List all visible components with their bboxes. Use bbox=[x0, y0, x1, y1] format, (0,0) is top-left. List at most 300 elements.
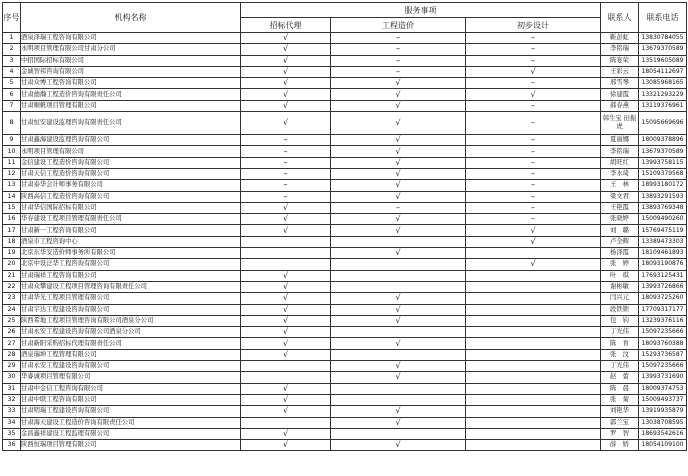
service-design-mark bbox=[466, 214, 601, 225]
check-mark: √ bbox=[282, 270, 289, 280]
row-number: 26 bbox=[3, 327, 21, 338]
contact-person: 赵 蕾 bbox=[601, 372, 639, 383]
contact-phone: 15109379568 bbox=[639, 168, 687, 179]
table-row bbox=[3, 168, 687, 179]
check-mark: √ bbox=[282, 406, 289, 416]
service-design-mark bbox=[466, 383, 601, 394]
row-number: 6 bbox=[3, 89, 21, 100]
contact-phone: 18009374753 bbox=[639, 383, 687, 394]
row-number: 4 bbox=[3, 66, 21, 77]
agency-name: 甘肃华信国际招标有限公司 bbox=[21, 202, 241, 213]
dash-mark: – bbox=[396, 67, 400, 77]
service-bidding-mark bbox=[241, 100, 331, 111]
service-bidding-mark bbox=[241, 361, 331, 372]
service-design-mark bbox=[466, 372, 601, 383]
service-design-mark bbox=[466, 327, 601, 338]
table-row bbox=[3, 349, 687, 360]
service-bidding-mark bbox=[241, 259, 331, 270]
agency-name: 酒泉瑞坤工程管理有限公司 bbox=[21, 349, 241, 360]
service-bidding-mark bbox=[241, 180, 331, 191]
row-number: 5 bbox=[3, 78, 21, 89]
table-row bbox=[3, 281, 687, 292]
contact-person: 陈 育 bbox=[601, 338, 639, 349]
agency-name: 酒泉泽瑞工程咨询有限公司 bbox=[21, 33, 241, 44]
contact-phone: 18693542616 bbox=[639, 428, 687, 439]
agency-name: 华睿诚项目管理有限公司 bbox=[21, 372, 241, 383]
dash-mark: – bbox=[531, 146, 535, 156]
row-number: 14 bbox=[3, 191, 21, 202]
contact-person: 梁文君 bbox=[601, 191, 639, 202]
row-number: 12 bbox=[3, 168, 21, 179]
row-number: 27 bbox=[3, 338, 21, 349]
contact-phone: 13085968165 bbox=[639, 78, 687, 89]
contact-phone: 15097235666 bbox=[639, 361, 687, 372]
dash-mark: – bbox=[396, 55, 400, 65]
row-number: 11 bbox=[3, 157, 21, 168]
dash-mark: – bbox=[283, 169, 288, 179]
service-costing-mark bbox=[331, 338, 466, 349]
check-mark: √ bbox=[282, 440, 289, 450]
contact-person: 包 钧 bbox=[601, 315, 639, 326]
service-costing-mark bbox=[331, 440, 466, 451]
check-mark: √ bbox=[282, 327, 289, 337]
check-mark: √ bbox=[395, 214, 401, 224]
table-row bbox=[3, 146, 687, 157]
contact-phone: 13679370589 bbox=[639, 146, 687, 157]
header-services-group: 服务事项 bbox=[241, 3, 601, 18]
contact-phone: 18109461893 bbox=[639, 248, 687, 259]
agency-name: 甘肃华光工程项目管理有限公司 bbox=[21, 293, 241, 304]
dash-mark: – bbox=[531, 118, 535, 128]
service-bidding-mark bbox=[241, 304, 331, 315]
service-bidding-mark bbox=[241, 372, 331, 383]
contact-person: 王彩云 bbox=[601, 66, 639, 77]
service-costing-mark bbox=[331, 236, 466, 247]
table-row bbox=[3, 394, 687, 405]
row-number: 1 bbox=[3, 33, 21, 44]
service-bidding-mark bbox=[241, 168, 331, 179]
table-row bbox=[3, 293, 687, 304]
service-costing-mark bbox=[331, 372, 466, 383]
service-design-mark bbox=[466, 112, 601, 135]
contact-phone: 13993731690 bbox=[639, 372, 687, 383]
agency-name: 陕西高信工程造价咨询有限公司 bbox=[21, 191, 241, 202]
service-costing-mark bbox=[331, 168, 466, 179]
service-design-mark bbox=[466, 89, 601, 100]
row-number: 35 bbox=[3, 428, 21, 439]
check-mark: √ bbox=[395, 304, 401, 314]
dash-mark: – bbox=[531, 33, 535, 43]
row-number: 15 bbox=[3, 202, 21, 213]
table-row bbox=[3, 191, 687, 202]
contact-phone: 13239376116 bbox=[639, 315, 687, 326]
service-bidding-mark bbox=[241, 135, 331, 146]
service-design-mark bbox=[466, 135, 601, 146]
check-mark: √ bbox=[395, 440, 401, 450]
row-number: 10 bbox=[3, 146, 21, 157]
service-bidding-mark bbox=[241, 112, 331, 135]
contact-phone: 13830784055 bbox=[639, 33, 687, 44]
contact-person: 夏丽娜 bbox=[601, 135, 639, 146]
table-row bbox=[3, 180, 687, 191]
row-number: 18 bbox=[3, 236, 21, 247]
row-number: 9 bbox=[3, 135, 21, 146]
contact-person: 丁光伟 bbox=[601, 361, 639, 372]
service-costing-mark bbox=[331, 281, 466, 292]
service-design-mark bbox=[466, 225, 601, 236]
agency-name: 金昌鑫祥建设工程监理有限公司 bbox=[21, 428, 241, 439]
contact-person: 王艳霞 bbox=[601, 202, 639, 213]
check-mark: √ bbox=[395, 157, 401, 167]
agency-name: 甘肃新阳采购招标代理有限责任公司 bbox=[21, 338, 241, 349]
service-bidding-mark bbox=[241, 44, 331, 55]
check-mark: √ bbox=[395, 406, 401, 416]
row-number: 28 bbox=[3, 349, 21, 360]
agency-name: 金信建设工程造价咨询有限公司 bbox=[21, 157, 241, 168]
row-number: 17 bbox=[3, 225, 21, 236]
agency-name: 华春建设工程项目管理有限责任公司 bbox=[21, 214, 241, 225]
row-number: 2 bbox=[3, 44, 21, 55]
check-mark: √ bbox=[395, 372, 401, 382]
contact-phone: 18993180172 bbox=[639, 180, 687, 191]
service-bidding-mark bbox=[241, 270, 331, 281]
service-costing-mark bbox=[331, 383, 466, 394]
check-mark: √ bbox=[395, 118, 401, 128]
table-row bbox=[3, 157, 687, 168]
agency-name: 甘肃永安工程建设咨询有限公司 bbox=[21, 361, 241, 372]
table-row bbox=[3, 33, 687, 44]
service-design-mark bbox=[466, 394, 601, 405]
table-row bbox=[3, 383, 687, 394]
contact-phone: 15293736587 bbox=[639, 349, 687, 360]
contact-person: 叶 琪 bbox=[601, 270, 639, 281]
check-mark: √ bbox=[395, 293, 401, 303]
row-number: 8 bbox=[3, 112, 21, 135]
dash-mark: – bbox=[531, 44, 535, 54]
contact-phone: 13993726866 bbox=[639, 281, 687, 292]
contact-person: 杨泽霞 bbox=[601, 248, 639, 259]
check-mark: √ bbox=[282, 315, 289, 325]
dash-mark: – bbox=[531, 214, 535, 224]
check-mark: √ bbox=[282, 395, 289, 405]
agency-name: 甘肃永安工程建设咨询有限公司酒泉分公司 bbox=[21, 327, 241, 338]
row-number: 20 bbox=[3, 259, 21, 270]
agency-name: 永明项目管理有限公司 bbox=[21, 146, 241, 157]
contact-phone: 13993758115 bbox=[639, 157, 687, 168]
dash-mark: – bbox=[531, 135, 535, 145]
service-costing-mark bbox=[331, 214, 466, 225]
agency-table bbox=[2, 2, 687, 451]
agency-name: 中招国际招标有限公司 bbox=[21, 55, 241, 66]
service-bidding-mark bbox=[241, 78, 331, 89]
service-bidding-mark bbox=[241, 417, 331, 428]
service-costing-mark bbox=[331, 417, 466, 428]
service-costing-mark bbox=[331, 135, 466, 146]
contact-person: 李铭瑞 bbox=[601, 146, 639, 157]
service-bidding-mark bbox=[241, 89, 331, 100]
contact-person: 刘 璐 bbox=[601, 225, 639, 236]
service-costing-mark bbox=[331, 78, 466, 89]
table-row bbox=[3, 225, 687, 236]
service-bidding-mark bbox=[241, 66, 331, 77]
agency-name: 北京中设泛华工程咨询有限公司 bbox=[21, 259, 241, 270]
service-costing-mark bbox=[331, 406, 466, 417]
service-costing-mark bbox=[331, 157, 466, 168]
contact-person: 郝春燕 bbox=[601, 100, 639, 111]
contact-person: 张 菊 bbox=[601, 394, 639, 405]
service-design-mark bbox=[466, 168, 601, 179]
contact-person: 郭兰宝 bbox=[601, 417, 639, 428]
header-contact: 联系人 bbox=[601, 3, 639, 33]
table-row bbox=[3, 304, 687, 315]
table-row bbox=[3, 44, 687, 55]
agency-name: 甘肃天信工程造价咨询有限公司 bbox=[21, 168, 241, 179]
dash-mark: – bbox=[283, 146, 288, 156]
table-row bbox=[3, 428, 687, 439]
agency-name: 甘肃中联工程咨询有限公司 bbox=[21, 394, 241, 405]
check-mark: √ bbox=[395, 338, 401, 348]
service-bidding-mark bbox=[241, 440, 331, 451]
service-design-mark bbox=[466, 349, 601, 360]
row-number: 36 bbox=[3, 440, 21, 451]
check-mark: √ bbox=[530, 225, 536, 235]
service-costing-mark bbox=[331, 327, 466, 338]
service-design-mark bbox=[466, 146, 601, 157]
check-mark: √ bbox=[282, 383, 289, 393]
row-number: 30 bbox=[3, 372, 21, 383]
contact-phone: 13919935879 bbox=[639, 406, 687, 417]
contact-person: 徐建霞 bbox=[601, 89, 639, 100]
contact-phone: 18093760388 bbox=[639, 338, 687, 349]
header-service-design: 初步设计 bbox=[466, 18, 601, 33]
service-costing-mark bbox=[331, 180, 466, 191]
check-mark: √ bbox=[282, 44, 289, 54]
check-mark: √ bbox=[282, 282, 289, 292]
service-design-mark bbox=[466, 361, 601, 372]
table-row bbox=[3, 406, 687, 417]
contact-phone: 13119376961 bbox=[639, 100, 687, 111]
check-mark: √ bbox=[282, 203, 289, 212]
service-design-mark bbox=[466, 55, 601, 66]
check-mark: √ bbox=[282, 293, 289, 303]
contact-person: 闫兴元 bbox=[601, 293, 639, 304]
check-mark: √ bbox=[282, 33, 289, 43]
contact-person: 谢彬敏 bbox=[601, 281, 639, 292]
contact-phone: 15009490260 bbox=[639, 214, 687, 225]
dash-mark: – bbox=[283, 191, 288, 201]
agency-name: 陕西恒瑞项目管理有限公司 bbox=[21, 440, 241, 451]
row-number: 21 bbox=[3, 270, 21, 281]
contact-person: 韩生宝 田振虎 bbox=[601, 112, 639, 135]
service-design-mark bbox=[466, 281, 601, 292]
agency-name: 甘肃宇达工程建设咨询有限公司 bbox=[21, 304, 241, 315]
contact-phone: 18054109100 bbox=[639, 440, 687, 451]
contact-person: 陈宴荣 bbox=[601, 55, 639, 66]
contact-person: 张 汶 bbox=[601, 349, 639, 360]
check-mark: √ bbox=[530, 259, 536, 269]
dash-mark: – bbox=[283, 157, 288, 167]
table-row bbox=[3, 135, 687, 146]
check-mark: √ bbox=[282, 338, 289, 348]
table-row bbox=[3, 315, 687, 326]
check-mark: √ bbox=[282, 225, 289, 235]
agency-name: 金诚智邦咨询有限公司 bbox=[21, 66, 241, 77]
check-mark: √ bbox=[395, 191, 401, 201]
table-row bbox=[3, 78, 687, 89]
row-number: 23 bbox=[3, 293, 21, 304]
service-costing-mark bbox=[331, 112, 466, 135]
agency-name: 甘肃瑞祥工程咨询有限公司 bbox=[21, 270, 241, 281]
contact-phone: 17709317177 bbox=[639, 304, 687, 315]
contact-phone: 13038708595 bbox=[639, 417, 687, 428]
service-costing-mark bbox=[331, 33, 466, 44]
service-bidding-mark bbox=[241, 157, 331, 168]
contact-person: 邢雪琴 bbox=[601, 78, 639, 89]
agency-name: 甘肃德瀚工程造价咨询有限责任公司 bbox=[21, 89, 241, 100]
check-mark: √ bbox=[282, 55, 289, 65]
table-row bbox=[3, 338, 687, 349]
check-mark: √ bbox=[282, 118, 289, 128]
agency-name: 甘肃众攀建设工程项目管理咨询有限责任公司 bbox=[21, 281, 241, 292]
service-bidding-mark bbox=[241, 191, 331, 202]
service-bidding-mark bbox=[241, 214, 331, 225]
header-name: 机构名称 bbox=[21, 3, 241, 33]
service-bidding-mark bbox=[241, 55, 331, 66]
service-costing-mark bbox=[331, 66, 466, 77]
service-costing-mark bbox=[331, 146, 466, 157]
contact-phone: 18009378896 bbox=[639, 135, 687, 146]
service-costing-mark bbox=[331, 225, 466, 236]
row-number: 24 bbox=[3, 304, 21, 315]
dash-mark: – bbox=[396, 33, 400, 43]
service-costing-mark bbox=[331, 259, 466, 270]
service-costing-mark bbox=[331, 100, 466, 111]
check-mark: √ bbox=[395, 78, 401, 88]
service-design-mark bbox=[466, 417, 601, 428]
check-mark: √ bbox=[282, 67, 289, 77]
table-row bbox=[3, 100, 687, 111]
row-number: 25 bbox=[3, 315, 21, 326]
check-mark: √ bbox=[395, 135, 401, 145]
contact-person: 罗 智 bbox=[601, 428, 639, 439]
service-design-mark bbox=[466, 428, 601, 439]
check-mark: √ bbox=[282, 78, 289, 88]
table-row bbox=[3, 417, 687, 428]
service-design-mark bbox=[466, 78, 601, 89]
service-bidding-mark bbox=[241, 383, 331, 394]
contact-phone: 15097235666 bbox=[639, 327, 687, 338]
check-mark: √ bbox=[395, 225, 401, 235]
dash-mark: – bbox=[531, 180, 535, 190]
service-bidding-mark bbox=[241, 349, 331, 360]
table-row bbox=[3, 202, 687, 213]
service-bidding-mark bbox=[241, 428, 331, 439]
service-costing-mark bbox=[331, 191, 466, 202]
service-design-mark bbox=[466, 191, 601, 202]
table-header bbox=[3, 3, 687, 33]
service-design-mark bbox=[466, 157, 601, 168]
check-mark: √ bbox=[530, 67, 536, 77]
agency-name: 甘肃中金信工程咨询有限公司 bbox=[21, 383, 241, 394]
contact-phone: 13893291593 bbox=[639, 191, 687, 202]
agency-name: 甘肃众博工程咨询有限公司 bbox=[21, 78, 241, 89]
service-costing-mark bbox=[331, 304, 466, 315]
service-costing-mark bbox=[331, 89, 466, 100]
row-number: 16 bbox=[3, 214, 21, 225]
check-mark: √ bbox=[395, 100, 401, 110]
dash-mark: – bbox=[531, 191, 535, 201]
service-bidding-mark bbox=[241, 338, 331, 349]
check-mark: √ bbox=[282, 89, 289, 99]
contact-phone: 13389473303 bbox=[639, 236, 687, 247]
service-costing-mark bbox=[331, 202, 466, 213]
check-mark: √ bbox=[395, 146, 401, 156]
service-bidding-mark bbox=[241, 202, 331, 213]
contact-phone: 13679370589 bbox=[639, 44, 687, 55]
agency-name: 甘肃顺帆项目管理有限公司 bbox=[21, 100, 241, 111]
check-mark: √ bbox=[282, 304, 289, 314]
service-bidding-mark bbox=[241, 394, 331, 405]
contact-phone: 13893769348 bbox=[639, 202, 687, 213]
service-design-mark bbox=[466, 44, 601, 55]
table-row bbox=[3, 112, 687, 135]
service-design-mark bbox=[466, 304, 601, 315]
row-number: 19 bbox=[3, 248, 21, 259]
service-design-mark bbox=[466, 440, 601, 451]
check-mark: √ bbox=[395, 89, 401, 99]
service-costing-mark bbox=[331, 293, 466, 304]
contact-person: 靳彭虹 bbox=[601, 33, 639, 44]
table-row bbox=[3, 89, 687, 100]
check-mark: √ bbox=[395, 169, 401, 179]
table-row bbox=[3, 327, 687, 338]
agency-name: 甘肃海天建设工程造价咨询有限责任公司 bbox=[21, 417, 241, 428]
contact-person: 张晓婷 bbox=[601, 214, 639, 225]
contact-person: 王 林 bbox=[601, 180, 639, 191]
service-costing-mark bbox=[331, 428, 466, 439]
table-row bbox=[3, 361, 687, 372]
contact-phone: 18093725260 bbox=[639, 293, 687, 304]
service-costing-mark bbox=[331, 44, 466, 55]
service-costing-mark bbox=[331, 248, 466, 259]
row-number: 7 bbox=[3, 100, 21, 111]
table-row bbox=[3, 372, 687, 383]
agency-name: 酒泉市工程咨询中心 bbox=[21, 236, 241, 247]
dash-mark: – bbox=[396, 203, 400, 212]
contact-phone: 15009493737 bbox=[639, 394, 687, 405]
contact-phone: 15095669696 bbox=[639, 112, 687, 135]
dash-mark: – bbox=[531, 157, 535, 167]
service-bidding-mark bbox=[241, 225, 331, 236]
agency-name: 陕西希地工程项目管理咨询有限公司酒泉分公司 bbox=[21, 315, 241, 326]
service-design-mark bbox=[466, 66, 601, 77]
service-design-mark bbox=[466, 315, 601, 326]
service-bidding-mark bbox=[241, 327, 331, 338]
contact-phone: 17693125431 bbox=[639, 270, 687, 281]
contact-person: 薛 娇 bbox=[601, 440, 639, 451]
service-bidding-mark bbox=[241, 146, 331, 157]
row-number: 22 bbox=[3, 281, 21, 292]
service-bidding-mark bbox=[241, 281, 331, 292]
service-design-mark bbox=[466, 259, 601, 270]
service-bidding-mark bbox=[241, 236, 331, 247]
service-design-mark bbox=[466, 33, 601, 44]
check-mark: √ bbox=[530, 89, 536, 99]
contact-phone: 13519605089 bbox=[639, 55, 687, 66]
header-service-bidding: 招标代理 bbox=[241, 18, 331, 33]
dash-mark: – bbox=[283, 180, 288, 190]
check-mark: √ bbox=[282, 100, 289, 110]
